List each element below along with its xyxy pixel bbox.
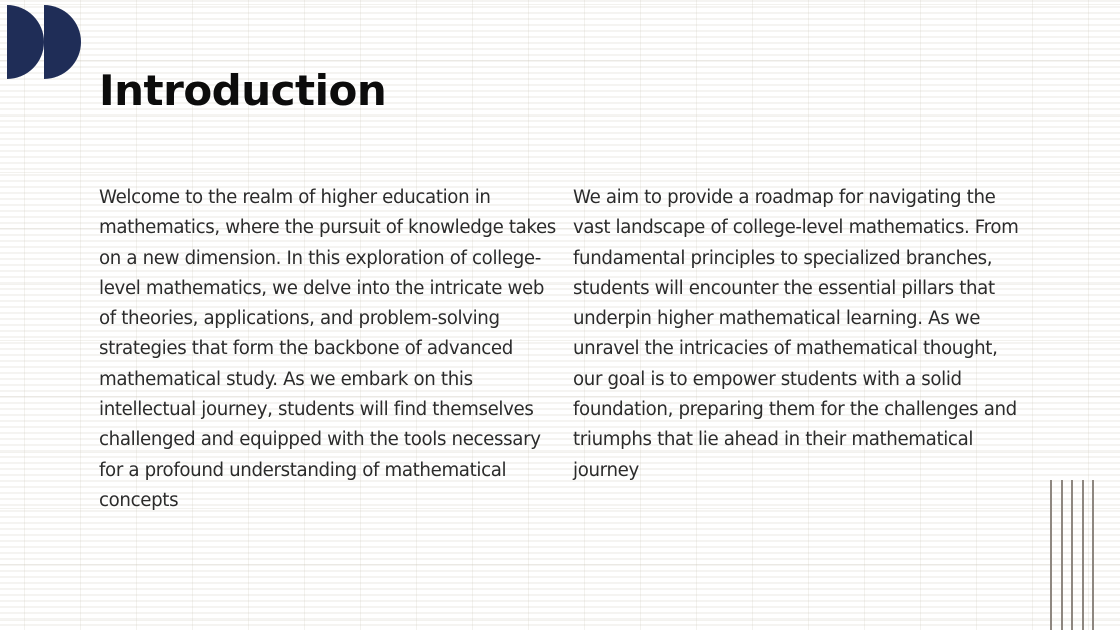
vertical-line — [1050, 480, 1052, 630]
vertical-line — [1092, 480, 1094, 630]
half-circle-shape — [7, 5, 44, 79]
vertical-line — [1082, 480, 1084, 630]
half-circle-shape — [44, 5, 81, 79]
vertical-lines-icon — [1050, 480, 1100, 630]
vertical-line — [1061, 480, 1063, 630]
vertical-line — [1071, 480, 1073, 630]
intro-paragraph-left: Welcome to the realm of higher education in mathematics, where the pursuit of knowledge takes on a new dimension. In this exploration of college-level mathematics, we delve into the intricate web of theories, applications, and problem-solving strategies that form the backbone of advanced mathematical study. As we embark on this intellectual journey, students will find themselves challenged and equipped with the tools necessary for a profound understanding of mathematical concepts — [99, 187, 556, 511]
double-half-circle-icon — [7, 5, 81, 79]
intro-paragraph-right: We aim to provide a roadmap for navigating the vast landscape of college-level mathematics. From fundamental principles to specialized branches, students will encounter the essential pillars that underpin higher mathematical learning. As we unravel the intricacies of mathematical thought, our goal is to empower students with a solid foundation, preparing them for the challenges and triumphs that lie ahead in their mathematical journey — [573, 187, 1019, 481]
slide-title: Introduction — [99, 66, 387, 115]
